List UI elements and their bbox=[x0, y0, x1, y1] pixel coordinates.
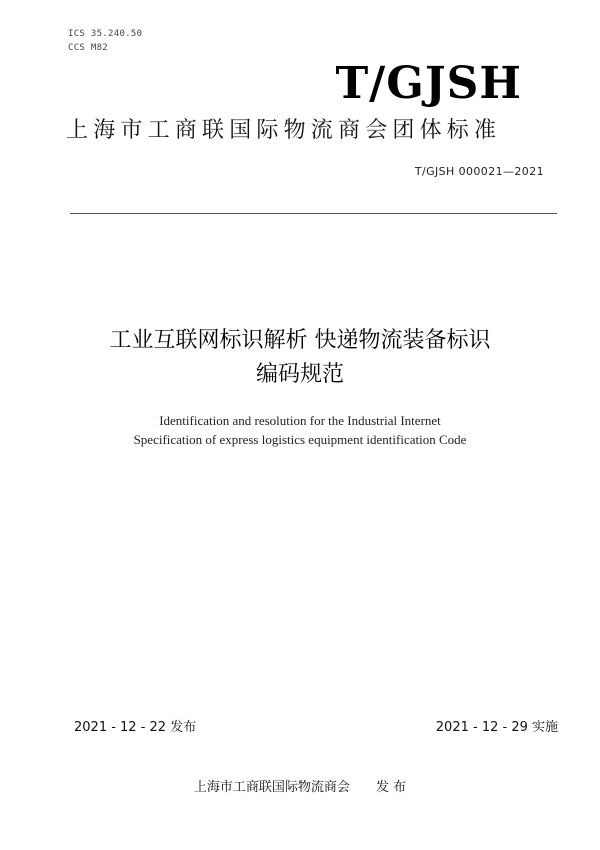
ics-code: ICS 35.240.50 bbox=[68, 29, 143, 39]
issuer-line bbox=[0, 776, 600, 795]
issuer-action: 发 布 bbox=[375, 780, 407, 795]
standard-number: T/GJSH 000021—2021 bbox=[414, 165, 544, 178]
ccs-code: CCS M82 bbox=[68, 43, 109, 53]
header-divider bbox=[70, 213, 557, 214]
publish-date: 2021 - 12 - 22 发布 bbox=[74, 720, 197, 735]
english-title-line-1: Identification and resolution for the Industrial Internet bbox=[159, 413, 441, 428]
chinese-title-line-2: 编码规范 bbox=[255, 362, 344, 387]
implementation-date: 2021 - 12 - 29 实施 bbox=[435, 720, 558, 735]
issuer-name: 上海市工商联国际物流商会 bbox=[193, 780, 350, 795]
standard-brand-logo: T/GJSH bbox=[335, 58, 522, 109]
organization-standard-name: 上海市工商联国际物流商会团体标准 bbox=[66, 118, 502, 143]
chinese-title-line-1: 工业互联网标识解析 快递物流装备标识 bbox=[109, 328, 491, 353]
english-title-line-2: Specification of express logistics equipment identification Code bbox=[133, 432, 467, 447]
